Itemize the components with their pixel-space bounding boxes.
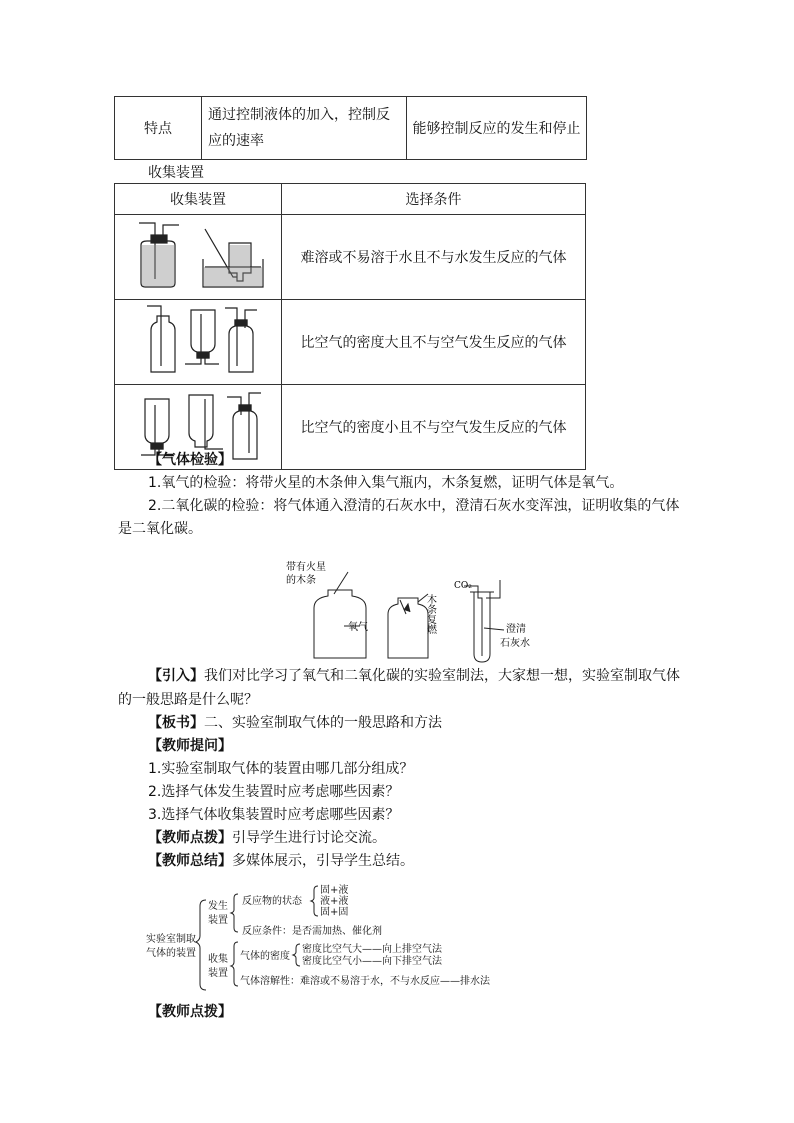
mm-cond: 反应条件：是否需加热、催化剂 [242, 926, 382, 937]
fig-label-oxygen: 氧气 [348, 622, 368, 633]
feature-col2 [202, 97, 407, 160]
board-tag: 【板书】 [148, 715, 204, 731]
water-displacement-icon [115, 215, 281, 295]
mm-gen-2: 装置 [208, 915, 228, 926]
feature-col3: 能够控制反应的发生和停止 [407, 97, 587, 160]
teacher-ask-q1: 1.实验室制取气体的装置由哪几部分组成？ [148, 761, 414, 777]
summary-mindmap [140, 880, 540, 1000]
water-displacement-apparatus [115, 215, 282, 300]
mm-gen-1: 发生 [208, 901, 228, 912]
intro-tag: 【引入】 [148, 668, 204, 684]
condition-downward-air: 比空气的密度小且不与空气发生反应的气体 [282, 385, 586, 470]
mm-density: 气体的密度 [240, 951, 290, 962]
feature-label: 特点 [115, 97, 202, 160]
fig-label-relight-text: 木条复燃 [424, 594, 436, 634]
teacher-ask-heading: 【教师提问】 [148, 738, 232, 754]
gas-test-heading: 【气体检验】 [148, 452, 232, 468]
collect-caption: 收集装置 [148, 165, 204, 181]
feature-col2-line2: 应的速率 [208, 133, 264, 149]
collect-header-2: 选择条件 [282, 184, 586, 215]
collect-table [114, 183, 586, 470]
mm-col-2: 装置 [208, 968, 228, 979]
fig-label-lime-2: 石灰水 [500, 638, 530, 649]
mm-s2: 液+液 [320, 896, 349, 907]
fig-label-stick-1: 带有火星 [286, 562, 326, 573]
teacher-tip-text: 引导学生进行讨论交流。 [232, 830, 386, 846]
board-text: 二、实验室制取气体的一般思路和方法 [204, 715, 442, 731]
fig-label-stick-2: 的木条 [286, 575, 316, 586]
intro-line1: 我们对比学习了氧气和二氧化碳的实验室制法，大家想一想，实验室制取气体 [204, 668, 680, 684]
condition-upward-air: 比空气的密度大且不与空气发生反应的气体 [282, 300, 586, 385]
teacher-sum-tag: 【教师总结】 [148, 853, 232, 869]
feature-table [114, 96, 587, 160]
mm-d1: 密度比空气大——向上排空气法 [302, 944, 442, 955]
mm-col-1: 收集 [208, 954, 228, 965]
intro-line2: 的一般思路是什么呢？ [118, 692, 258, 708]
mm-root-2: 气体的装置 [146, 948, 196, 959]
teacher-tip-tag: 【教师点拨】 [148, 830, 232, 846]
mm-solubility: 气体溶解性：难溶或不易溶于水，不与水反应——排水法 [240, 976, 490, 987]
upward-air-apparatus [115, 300, 282, 385]
mm-state: 反应物的状态 [242, 896, 302, 907]
teacher-ask-q2: 2.选择气体发生装置时应考虑哪些因素？ [148, 784, 400, 800]
mm-s1: 固+液 [320, 885, 349, 896]
gas-test-line2a: 2.二氧化碳的检验：将气体通入澄清的石灰水中，澄清石灰水变浑浊，证明收集的气体 [148, 498, 680, 514]
feature-col2-line1: 通过控制液体的加入，控制反 [208, 107, 390, 123]
mm-s3: 固+固 [320, 907, 349, 918]
gas-test-figure [278, 558, 538, 668]
teacher-ask-q3: 3.选择气体收集装置时应考虑哪些因素？ [148, 807, 400, 823]
final-tag: 【教师点拨】 [148, 1004, 232, 1020]
teacher-sum-text: 多媒体展示，引导学生总结。 [232, 853, 414, 869]
gas-test-line2b: 是二氧化碳。 [118, 521, 202, 537]
fig-label-lime-1: 澄清 [506, 624, 526, 635]
fig-label-relight [425, 593, 437, 635]
collect-header-1: 收集装置 [115, 184, 282, 215]
gas-test-line1: 1.氧气的检验：将带火星的木条伸入集气瓶内，木条复燃，证明气体是氧气。 [148, 475, 624, 491]
mm-d2: 密度比空气小——向下排空气法 [302, 956, 442, 967]
fig-label-co2: CO₂ [454, 581, 472, 591]
condition-water: 难溶或不易溶于水且不与水发生反应的气体 [282, 215, 586, 300]
mm-root-1: 实验室制取 [146, 934, 196, 945]
upward-air-icon [115, 300, 281, 380]
